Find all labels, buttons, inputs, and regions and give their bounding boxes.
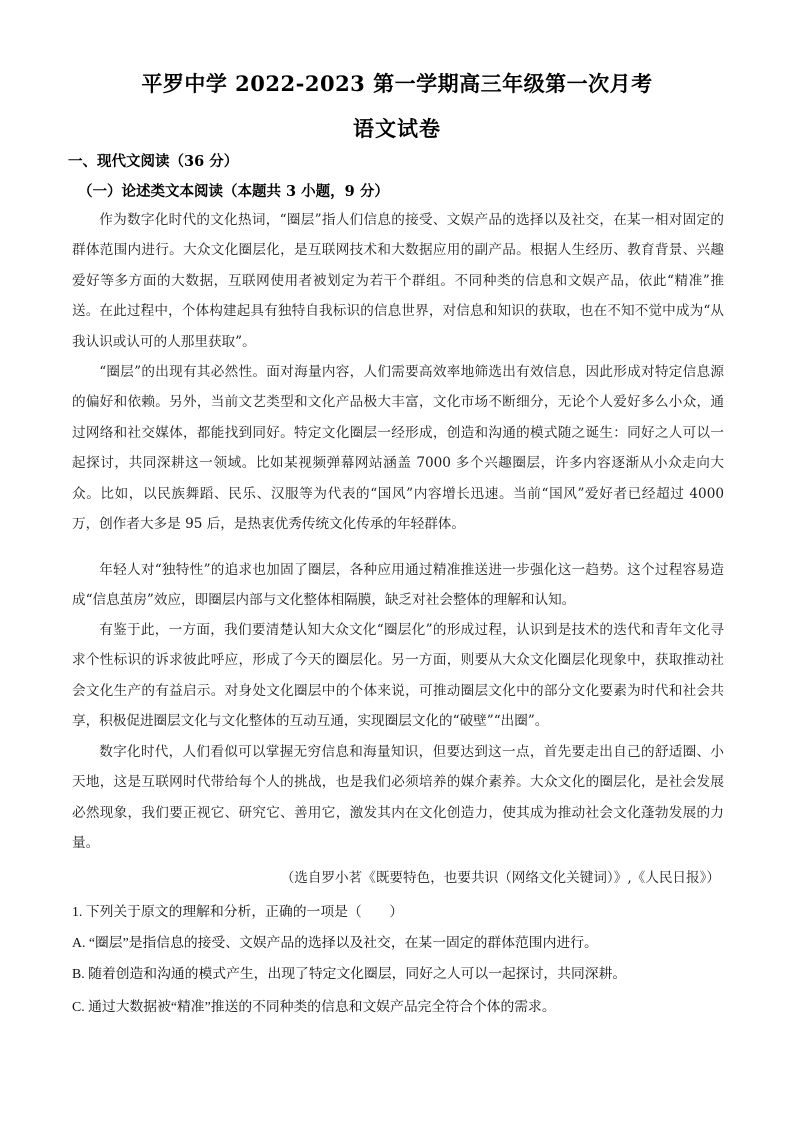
section-heading: 一、现代文阅读（36 分） xyxy=(68,153,239,170)
question-1-option-b: B. 随着创造和沟通的模式产生，出现了特定文化圈层，同好之人可以一起探讨，共同深耕。 xyxy=(72,966,627,981)
passage-paragraph-5: 数字化时代，人们看似可以掌握无穷信息和海量知识，但要达到这一点，首先要走出自己的舒适圈、小天地，这是互联网时代带给每个人的挑战，也是我们必须培养的媒介素养。大众文化的圈层化，是社会发展必然现象，我们要正视它、研究它、善用它，激发其内在文化创造力，使其成为推动社会文化蓬勃发展的力量。 xyxy=(72,744,724,852)
passage-paragraph-3: 年轻人对“独特性”的追求也加固了圈层，各种应用通过精准推送进一步强化这一趋势。这个过程容易造成“信息茧房”效应，即圈层内部与文化整体相隔膜，缺乏对社会整体的理解和认知。 xyxy=(72,562,724,609)
passage-paragraph-1: 作为数字化时代的文化热词，“圈层”指人们信息的接受、文娱产品的选择以及社交，在某一相对固定的群体范围内进行。大众文化圈层化，是互联网技术和大数据应用的副产品。根据人生经历、教育背景、兴趣爱好等多方面的大数据，互联网使用者被划定为若干个群组。不同种类的信息和文娱产品，依此“精准”推送。在此过程中，个体构建起具有独特自我标识的信息世界，对信息和知识的获取，也在不知不觉中成为“从我认识或认可的人那里获取”。 xyxy=(72,212,724,350)
exam-subtitle: 语文试卷 xyxy=(353,116,441,141)
passage-paragraph-4: 有鉴于此，一方面，我们要清楚认知大众文化“圈层化”的形成过程，认识到是技术的迭代和青年文化寻求个性标识的诉求彼此呼应，形成了今天的圈层化。另一方面，则要从大众文化圈层化现象中，获取推动社会文化生产的有益启示。对身处文化圈层中的个体来说，可推动圈层文化中的部分文化要素为时代和社会共享，积极促进圈层文化与文化整体的互动互通，实现圈层文化的“破壁”“出圈”。 xyxy=(72,622,724,730)
passage-source: （选自罗小茗《既要特色，也要共识（网络文化关键词）》,《人民日报》） xyxy=(280,870,720,886)
exam-title: 平罗中学 2022-2023 第一学期高三年级第一次月考 xyxy=(141,71,653,96)
subsection-heading: （一）论述类文本阅读（本题共 3 小题，9 分） xyxy=(78,183,389,200)
question-1-option-c: C. 通过大数据被“精准”推送的不同种类的信息和文娱产品完全符合个体的需求。 xyxy=(72,999,556,1014)
passage-paragraph-2: “圈层”的出现有其必然性。面对海量内容，人们需要高效率地筛选出有效信息，因此形成对特定信息源的偏好和依赖。另外，当前文艺类型和文化产品极大丰富，文化市场不断细分，无论个人爱好多么小众，通过网络和社交媒体，都能找到同好。特定文化圈层一经形成，创造和沟通的模式随之诞生：同好之人可以一起探讨，共同深耕这一领域。比如某视频弹幕网站涵盖 7000 多个兴趣圈层，许多内容逐渐从小众走向大众。比如，以民族舞蹈、民乐、汉服等为代表的“国风”内容增长迅速。当前“国风”爱好者已经超过 4000 万，创作者大多是 95 后，是热衷优秀传统文化传承的年轻群体。 xyxy=(72,364,724,533)
question-1-stem: 1. 下列关于原文的理解和分析，正确的一项是（ ） xyxy=(72,904,404,919)
question-1-option-a: A. “圈层”是指信息的接受、文娱产品的选择以及社交，在某一固定的群体范围内进行。 xyxy=(72,935,598,950)
